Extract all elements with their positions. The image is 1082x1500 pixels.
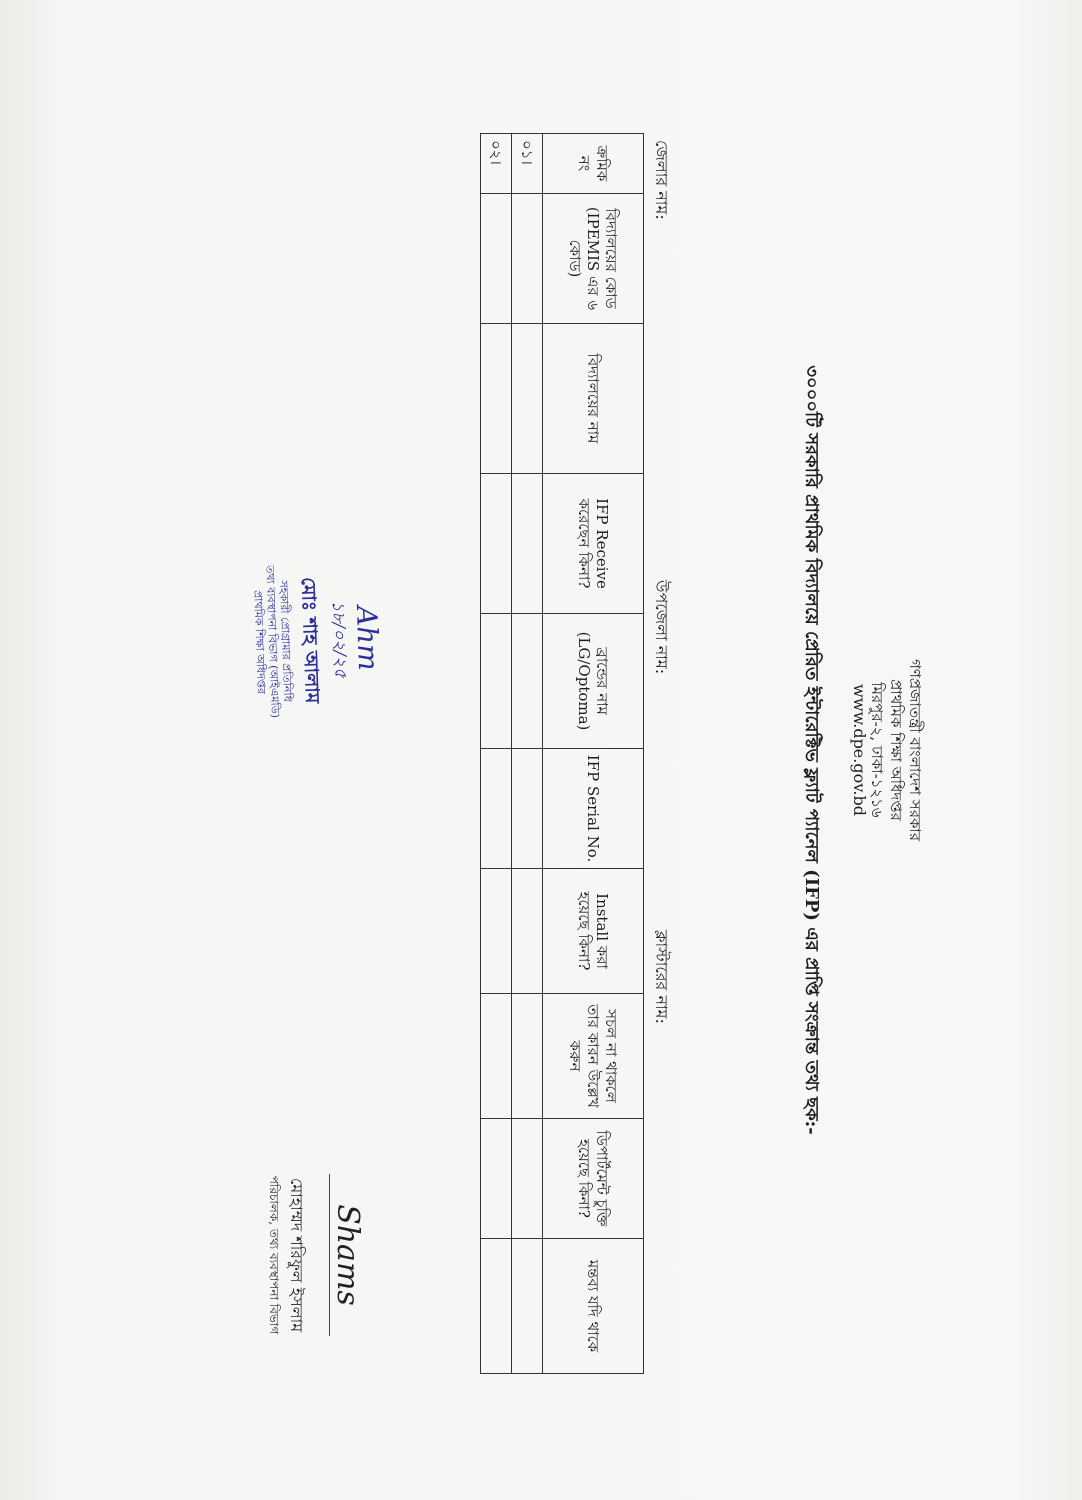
signature-block-right: [262, 1140, 364, 1370]
table-cell: [512, 474, 543, 614]
signatory-designation: পরিচালক, তথ্য ব্যবস্থাপনা বিভাগ: [267, 1175, 281, 1335]
table-cell: [481, 614, 512, 749]
table-cell: [481, 749, 512, 869]
table-cell: [512, 194, 543, 324]
signatory-name: মোঃ শাহ আলাম: [296, 576, 324, 704]
col-school-name: বিদ্যালয়ের নাম: [543, 324, 644, 474]
table-cell: [481, 324, 512, 474]
row-serial: ০১।: [512, 134, 543, 194]
district-label: জেলার নাম:: [652, 140, 671, 220]
table-cell: [512, 994, 543, 1119]
signatory-designation: সহকারী প্রোগ্রামার প্রতিনিধি: [276, 580, 295, 703]
row-serial: ০২।: [481, 134, 512, 194]
table-cell: [512, 1239, 543, 1374]
signatory-office: প্রাথমিক শিক্ষা অধিদপ্তর: [251, 589, 268, 695]
col-agreement: ডিপার্টমেন্ট চুক্তি হয়েছে কিনা?: [543, 1119, 644, 1239]
upazila-label: উপজেলা নাম:: [652, 580, 671, 675]
col-installed: Install করা হয়েছে কিনা?: [543, 869, 644, 994]
col-ifp-received: IFP Receive করেছেন কিনা?: [543, 474, 644, 614]
table-cell: [481, 1119, 512, 1239]
table-cell: [512, 1119, 543, 1239]
table-cell: [481, 1239, 512, 1374]
table-cell: [481, 194, 512, 324]
signature-date: ১৮/০২/২৫: [327, 600, 351, 679]
col-remarks: মন্তব্য যদি থাকে: [543, 1239, 644, 1374]
form-title: ৩০০০টি সরকারি প্রাথমিক বিদ্যালয়ে প্রেরিত ইন্টারেক্টিভ ফ্ল্যাট প্যানেল (IFP) এর প্রাপ্তি সংক্রান্ত তথ্য ছক:-: [801, 365, 822, 1135]
department-name: প্রাথমিক শিক্ষা অধিদপ্তর: [887, 679, 905, 821]
cluster-label: ক্লাস্টারের নাম:: [652, 930, 671, 1024]
table-cell: [512, 869, 543, 994]
col-serial: ক্রমিক নং: [543, 134, 644, 194]
signatory-name: মোহাম্মদ শরিফুল ইসলাম: [287, 1177, 306, 1333]
info-table: [480, 133, 644, 1374]
table-cell: [481, 474, 512, 614]
address: মিরপুর-২, ঢাকা-১২১৬: [868, 682, 886, 818]
govt-name: গণপ্রজাতন্ত্রী বাংলাদেশ সরকার: [906, 658, 924, 842]
table-cell: [512, 749, 543, 869]
col-brand: ব্রান্ডের নাম (LG/Optoma): [543, 614, 644, 749]
col-inactive-reason: সচল না থাকলে তার কারন উল্লেখ করুন: [543, 994, 644, 1119]
col-serial-no: IFP Serial No.: [543, 749, 644, 869]
col-school-code: বিদ্যালয়ের কোড (IPEMIS এর ৬ কোড): [543, 194, 644, 324]
table-cell: [512, 614, 543, 749]
signature-block-left: [249, 518, 386, 762]
website: www.dpe.gov.bd: [850, 684, 869, 816]
table-row: [512, 134, 543, 1374]
signatory-division: তথ্য ব্যবস্থাপনা বিভাগ (আইএমডি): [263, 564, 282, 719]
table-row: [481, 134, 512, 1374]
table-cell: [481, 994, 512, 1119]
table-cell: [481, 869, 512, 994]
signature-scribble: Ahm: [349, 605, 386, 672]
table-header-row: [543, 134, 644, 1374]
signature-scribble: Shams: [329, 1174, 364, 1336]
table-cell: [512, 324, 543, 474]
